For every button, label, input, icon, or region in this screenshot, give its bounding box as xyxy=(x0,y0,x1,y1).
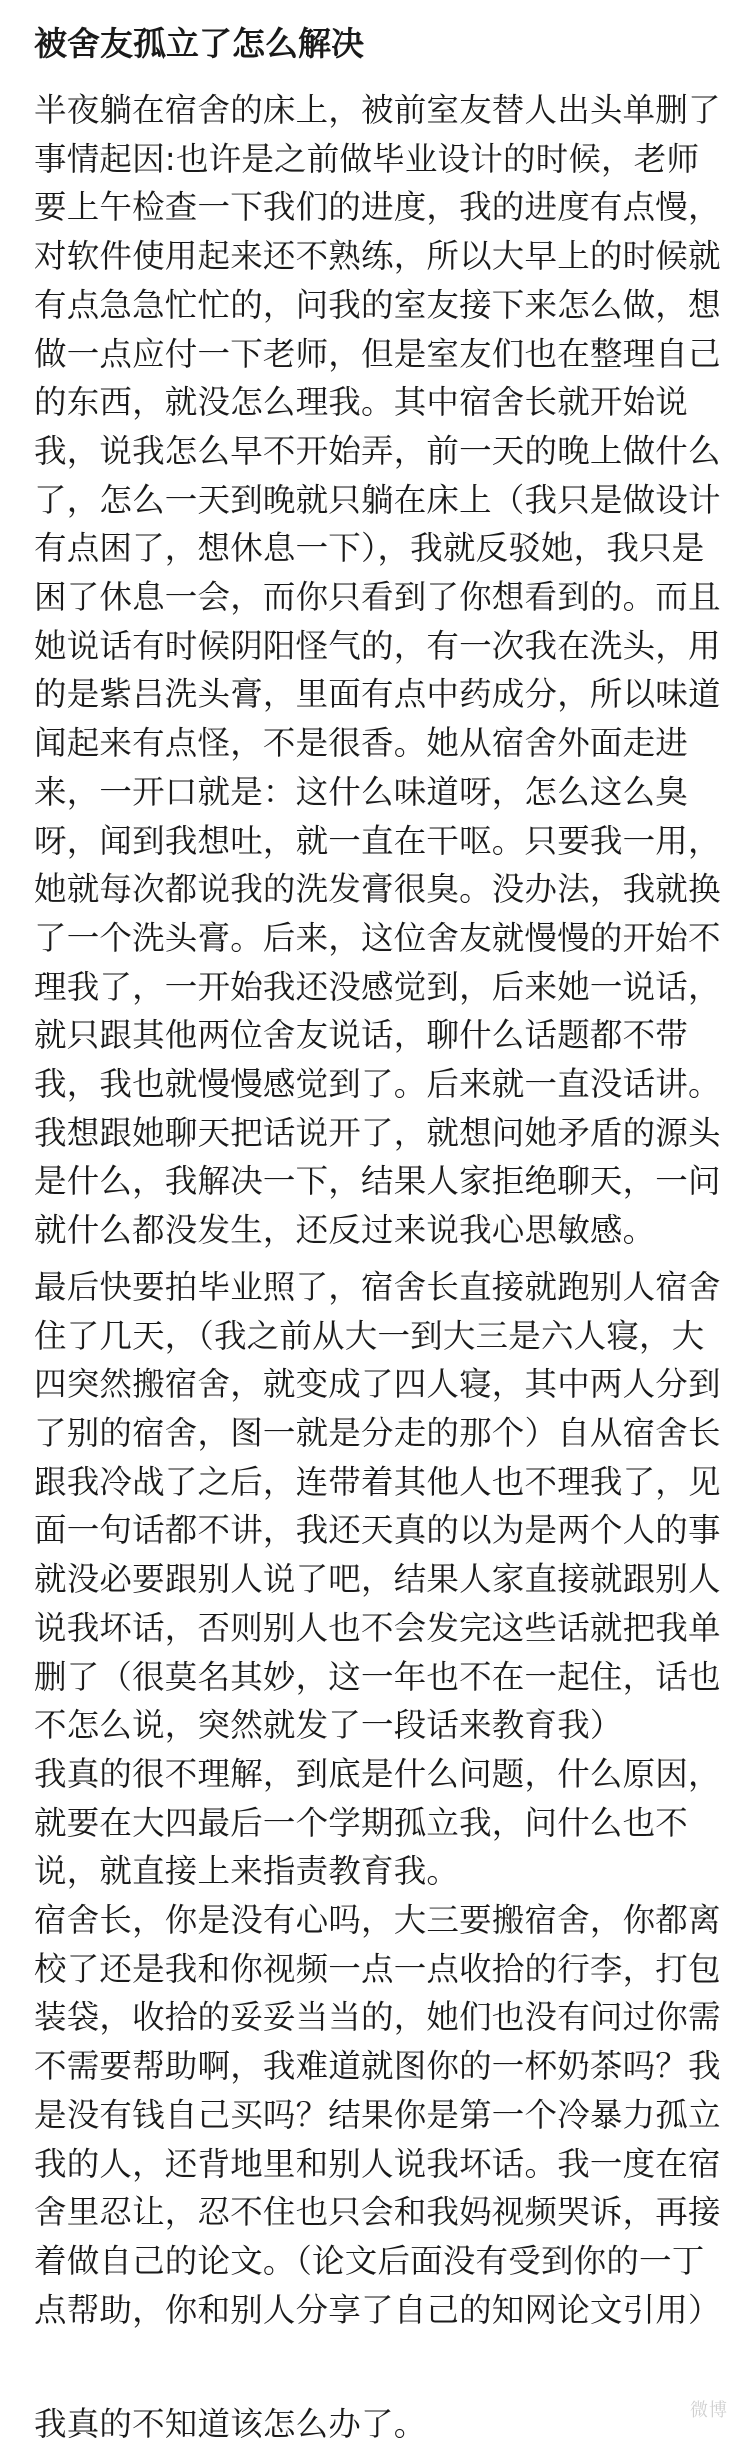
post-paragraph-2: 最后快要拍毕业照了，宿舍长直接就跑别人宿舍住了几天，（我之前从大一到大三是六人寝，大四突然搬宿舍，就变成了四人寝，其中两人分到了别的宿舍，图一就是分走的那个）自从宿舍长跟我冷战了之后，连带着其他人也不理我了，见面一句话都不讲，我还天真的以为是两个人的事就没必要跟别人说了吧，结果人家直接就跟别人说我坏话，否则别人也不会发完这些话就把我单删了（很莫名其妙，这一年也不在一起住，话也不怎么说，突然就发了一段话来教育我） xyxy=(34,1267,721,1745)
watermark-logo: 微博 xyxy=(690,2400,728,2421)
post-paragraph-3: 我真的很不理解，到底是什么问题，什么原因，就要在大四最后一个学期孤立我，问什么也不说，就直接上来指责教育我。 xyxy=(34,1754,721,1891)
paragraph-gap xyxy=(34,1255,728,1263)
post-paragraph-4: 宿舍长，你是没有心吗，大三要搬宿舍，你都离校了还是我和你视频一点一点收拾的行李，打包装袋，收拾的妥妥当当的，她们也没有问过你需不需要帮助啊，我难道就图你的一杯奶茶吗？我是没有钱自己买吗？结果你是第一个冷暴力孤立我的人，还背地里和别人说我坏话。我一度在宿舍里忍让，忍不住也只会和我妈视频哭诉，再接着做自己的论文。（论文后面没有受到你的一丁点帮助，你和别人分享了自己的知网论文引用） xyxy=(34,1901,721,2329)
post-paragraph-5: 我真的不知道该怎么办了。 xyxy=(34,2405,427,2444)
paragraph-gap xyxy=(34,2334,728,2400)
post-paragraph-1: 半夜躺在宿舍的床上，被前室友替人出头单删了事情起因:也许是之前做毕业设计的时候，老师要上午检查一下我们的进度，我的进度有点慢，对软件使用起来还不熟练，所以大早上的时候就有点急急忙忙的，问我的室友接下来怎么做，想做一点应付一下老师，但是室友们也在整理自己的东西，就没怎么理我。其中宿舍长就开始说我，说我怎么早不开始弄，前一天的晚上做什么了，怎么一天到晚就只躺在床上（我只是做设计有点困了，想休息一下），我就反驳她，我只是困了休息一会，而你只看到了你想看到的。而且她说话有时候阴阳怪气的，有一次我在洗头，用的是紫吕洗头膏，里面有点中药成分，所以味道闻起来有点怪，不是很香。她从宿舍外面走进来，一开口就是：这什么味道呀，怎么这么臭呀，闻到我想吐，就一直在干呕。只要我一用，她就每次都说我的洗发膏很臭。没办法，我就换了一个洗头膏。后来，这位舍友就慢慢的开始不理我了，一开始我还没感觉到，后来她一说话，就只跟其他两位舍友说话，聊什么话题都不带我，我也就慢慢感觉到了。后来就一直没话讲。我想跟她聊天把话说开了，就想问她矛盾的源头是什么，我解决一下，结果人家拒绝聊天，一问就什么都没发生，还反过来说我心思敏感。 xyxy=(34,91,721,1250)
post-title: 被舍友孤立了怎么解决 xyxy=(34,24,364,63)
